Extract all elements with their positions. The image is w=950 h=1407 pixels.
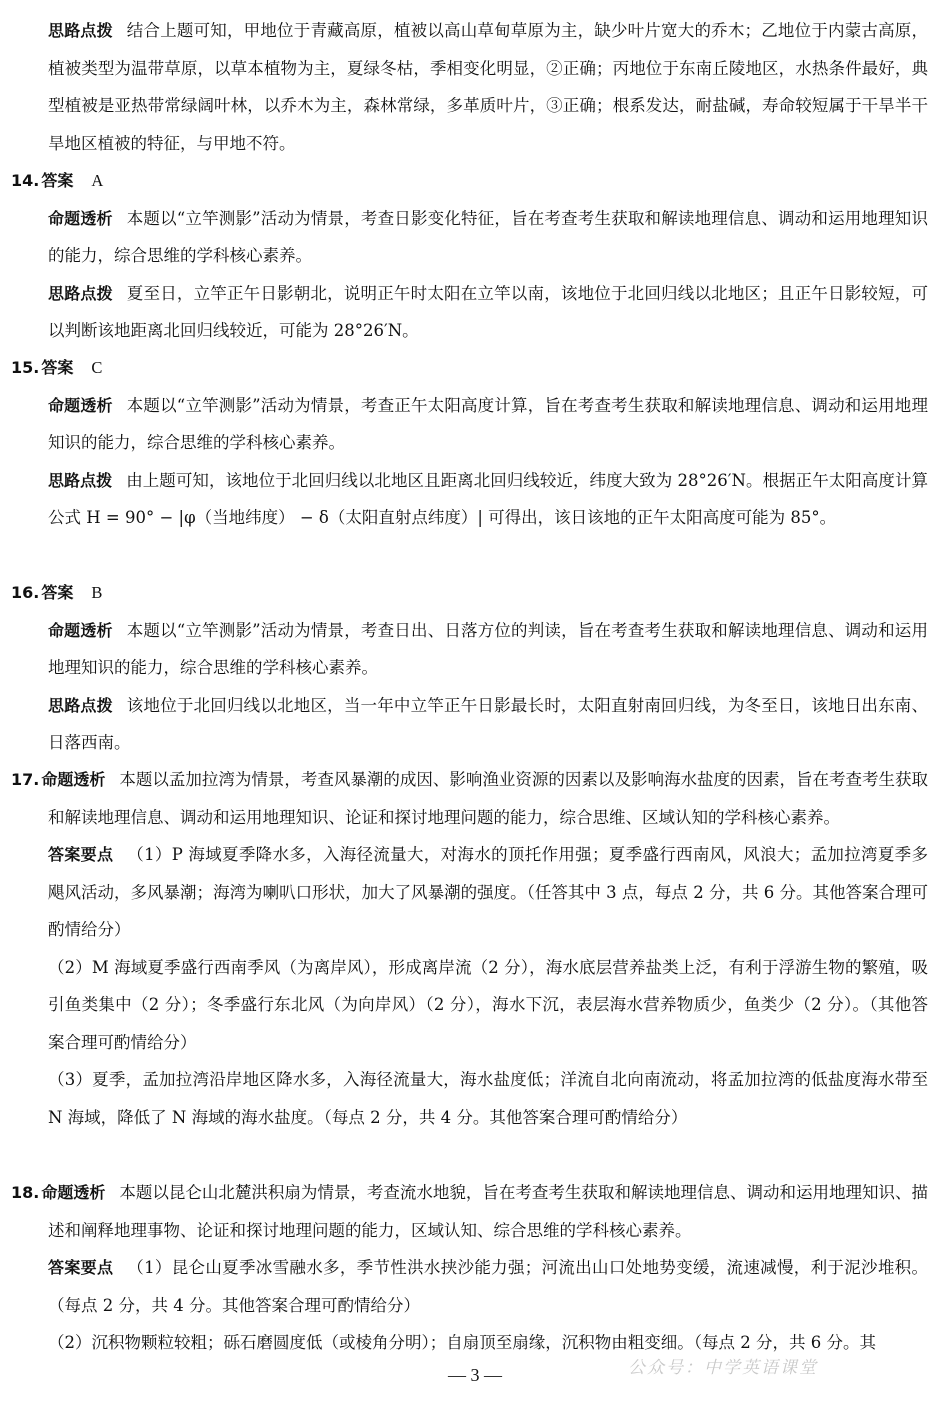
q17-label-mingti: 命题透析 xyxy=(41,770,106,789)
q15-label-daan: 答案 xyxy=(41,358,74,377)
q14-label-daan: 答案 xyxy=(41,171,74,190)
q15-section xyxy=(0,349,950,537)
q16-section xyxy=(0,574,950,762)
q13-continuation xyxy=(0,12,950,162)
q16-number: 16. xyxy=(11,583,40,602)
q18-mingti-text: 本题以昆仑山北麓洪积扇为情景，考查流水地貌，旨在考查考生获取和解读地理信息、调动和运用地理知识、描述和阐释地理事物、论证和探讨地理问题的能力，区域认知、综合思维的学科核心素养。 xyxy=(48,1183,928,1240)
q15-silu-text: 由上题可知，该地位于北回归线以北地区且距离北回归线较近，纬度大致为 28°26′N。根据正午太阳高度计算公式 H = 90° − |φ（当地纬度） − δ（太阳直射点纬度）| 可得出，该日该地的正午太阳高度可能为 85°。 xyxy=(48,470,928,527)
q17-answer-3: （3）夏季，孟加拉湾沿岸地区降水多，入海径流量大，海水盐度低；洋流自北向南流动，将孟加拉湾的低盐度海水带至 N 海域，降低了 N 海域的海水盐度。（每点 2 分，共 4 分。其他答案合理可酌情给分） xyxy=(48,1070,928,1127)
q18-answer-1: （1）昆仑山夏季冰雪融水多，季节性洪水挟沙能力强；河流出山口处地势变缓，流速减慢，利于泥沙堆积。（每点 2 分，共 4 分。其他答案合理可酌情给分） xyxy=(48,1258,928,1315)
q18-answer-2: （2）沉积物颗粒较粗；砾石磨圆度低（或棱角分明）；自扇顶至扇缘，沉积物由粗变细。（每点 2 分，共 6 分。其 xyxy=(48,1333,876,1352)
q17-answer-2: （2）M 海域夏季盛行西南季风（为离岸风），形成离岸流（2 分），海水底层营养盐类上泛，有利于浮游生物的繁殖，吸引鱼类集中（2 分）；冬季盛行东北风（为向岸风）（2 分），海水下沉，表层海水营养物质少，鱼类少（2 分）。（其他答案合理可酌情给分） xyxy=(48,957,928,1052)
q16-label-daan: 答案 xyxy=(41,583,74,602)
q14-label-silu: 思路点拨 xyxy=(48,283,113,303)
q18-number: 18. xyxy=(11,1183,40,1202)
q16-mingti-text: 本题以“立竿测影”活动为情景，考查日出、日落方位的判读，旨在考查考生获取和解读地理信息、调动和运用地理知识的能力，综合思维的学科核心素养。 xyxy=(48,620,928,677)
q18-section xyxy=(0,1174,950,1362)
q15-label-mingti: 命题透析 xyxy=(48,395,113,415)
q16-answer: B xyxy=(91,583,103,602)
q15-number: 15. xyxy=(11,358,40,377)
q14-label-mingti: 命题透析 xyxy=(48,208,113,228)
q14-mingti-text: 本题以“立竿测影”活动为情景，考查日影变化特征，旨在考查考生获取和解读地理信息、调动和运用地理知识的能力，综合思维的学科核心素养。 xyxy=(48,208,928,265)
q18-label-daanyaodian: 答案要点 xyxy=(48,1258,114,1277)
watermark: 公众号：中学英语课堂 xyxy=(628,1358,818,1378)
q18-label-mingti: 命题透析 xyxy=(41,1183,106,1202)
q17-section xyxy=(0,761,950,1136)
q13-silu-text: 结合上题可知，甲地位于青藏高原，植被以高山草甸草原为主，缺少叶片宽大的乔木；乙地位于内蒙古高原，植被类型为温带草原，以草本植物为主，夏绿冬枯，季相变化明显，②正确；丙地位于东南丘陵地区，水热条件最好，典型植被是亚热带常绿阔叶林，以乔木为主，森林常绿，多革质叶片，③正确；根系发达，耐盐碱，寿命较短属于干旱半干旱地区植被的特征，与甲地不符。 xyxy=(48,21,928,153)
q17-number: 17. xyxy=(11,770,40,789)
page-number: — 3 — xyxy=(448,1365,502,1385)
q17-label-daanyaodian: 答案要点 xyxy=(48,845,114,864)
q15-answer: C xyxy=(91,358,103,377)
q17-answer-1: （1）P 海域夏季降水多，入海径流量大，对海水的顶托作用强；夏季盛行西南风，风浪大；孟加拉湾夏季多飓风活动，多风暴潮；海湾为喇叭口形状，加大了风暴潮的强度。（任答其中 3 点，每点 2 分，共 6 分。其他答案合理可酌情给分） xyxy=(48,845,928,939)
q15-label-silu: 思路点拨 xyxy=(48,470,113,490)
q15-mingti-text: 本题以“立竿测影”活动为情景，考查正午太阳高度计算，旨在考查考生获取和解读地理信息、调动和运用地理知识的能力，综合思维的学科核心素养。 xyxy=(48,395,928,452)
q14-section xyxy=(0,162,950,350)
q14-silu-text: 夏至日，立竿正午日影朝北，说明正午时太阳在立竿以南，该地位于北回归线以北地区；且正午日影较短，可以判断该地距离北回归线较近，可能为 28°26′N。 xyxy=(48,283,928,340)
label-silu: 思路点拨 xyxy=(48,21,113,40)
q16-label-silu: 思路点拨 xyxy=(48,695,113,715)
q14-answer: A xyxy=(91,171,104,190)
q14-number: 14. xyxy=(11,171,40,190)
q16-label-mingti: 命题透析 xyxy=(48,620,113,640)
q16-silu-text: 该地位于北回归线以北地区，当一年中立竿正午日影最长时，太阳直射南回归线，为冬至日，该地日出东南、日落西南。 xyxy=(48,695,928,752)
q17-mingti-text: 本题以孟加拉湾为情景，考查风暴潮的成因、影响渔业资源的因素以及影响海水盐度的因素，旨在考查考生获取和解读地理信息、调动和运用地理知识、论证和探讨地理问题的能力，综合思维、区域认知的学科核心素养。 xyxy=(48,770,928,827)
